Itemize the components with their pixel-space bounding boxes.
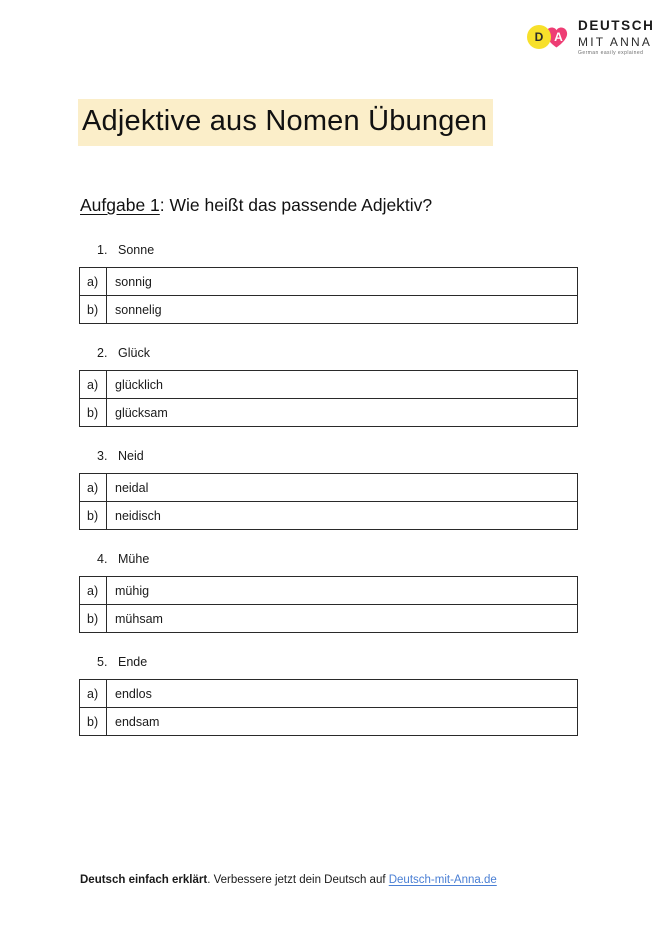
logo-letter-a: A [554,30,563,44]
option-label: b) [80,502,107,530]
option-label: b) [80,399,107,427]
question-list [0,243,660,758]
table-row[interactable] [80,605,578,633]
option-label: b) [80,605,107,633]
question-block [0,655,660,736]
option-text[interactable]: sonnelig [107,296,578,324]
option-text[interactable]: glücklich [107,371,578,399]
answer-table [79,679,578,736]
question-block [0,449,660,530]
task-label: Aufgabe 1 [80,195,160,215]
option-text[interactable]: neidisch [107,502,578,530]
logo-line-2: MIT ANNA [578,34,653,49]
question-heading [0,655,660,669]
task-heading [80,195,432,216]
footer-bold-text: Deutsch einfach erklärt [80,874,208,886]
option-label: a) [80,680,107,708]
logo-line-1: DEUTSCH [578,18,655,33]
table-row[interactable] [80,680,578,708]
question-word: Sonne [118,243,155,257]
table-row[interactable] [80,296,578,324]
option-text[interactable]: glücksam [107,399,578,427]
option-text[interactable]: mühsam [107,605,578,633]
table-row[interactable] [80,502,578,530]
table-row[interactable] [80,474,578,502]
question-word: Glück [118,346,150,360]
question-number: 1. [97,243,108,257]
answer-table [79,576,578,633]
question-word: Ende [118,655,148,669]
question-block [0,243,660,324]
question-block [0,346,660,427]
footer-website-link[interactable]: Deutsch-mit-Anna.de [388,874,497,886]
footer [80,874,497,886]
task-question: : Wie heißt das passende Adjektiv? [159,195,433,215]
option-text[interactable]: endsam [107,708,578,736]
answer-table [79,267,578,324]
table-row[interactable] [80,371,578,399]
brand-logo [527,18,654,56]
question-number: 4. [97,552,108,566]
footer-text: . Verbessere jetzt dein Deutsch auf [207,874,389,886]
question-number: 3. [97,449,108,463]
option-text[interactable]: sonnig [107,268,578,296]
question-heading [0,243,660,257]
option-text[interactable]: endlos [107,680,578,708]
logo-letter-d: D [527,25,551,49]
question-number: 5. [97,655,108,669]
logo-wordmark [578,18,654,56]
question-heading [0,449,660,463]
question-word: Neid [118,449,144,463]
question-heading [0,346,660,360]
page-title: Adjektive aus Nomen Übungen [78,99,493,146]
answer-table [79,473,578,530]
logo-tagline: German easily explained [578,50,644,56]
answer-table [79,370,578,427]
option-label: b) [80,708,107,736]
table-row[interactable] [80,708,578,736]
table-row[interactable] [80,577,578,605]
question-word: Mühe [118,552,150,566]
option-label: a) [80,371,107,399]
question-heading [0,552,660,566]
option-text[interactable]: mühig [107,577,578,605]
question-block [0,552,660,633]
table-row[interactable] [80,268,578,296]
logo-marks [527,22,571,52]
option-text[interactable]: neidal [107,474,578,502]
option-label: b) [80,296,107,324]
option-label: a) [80,474,107,502]
option-label: a) [80,268,107,296]
table-row[interactable] [80,399,578,427]
question-number: 2. [97,346,108,360]
option-label: a) [80,577,107,605]
